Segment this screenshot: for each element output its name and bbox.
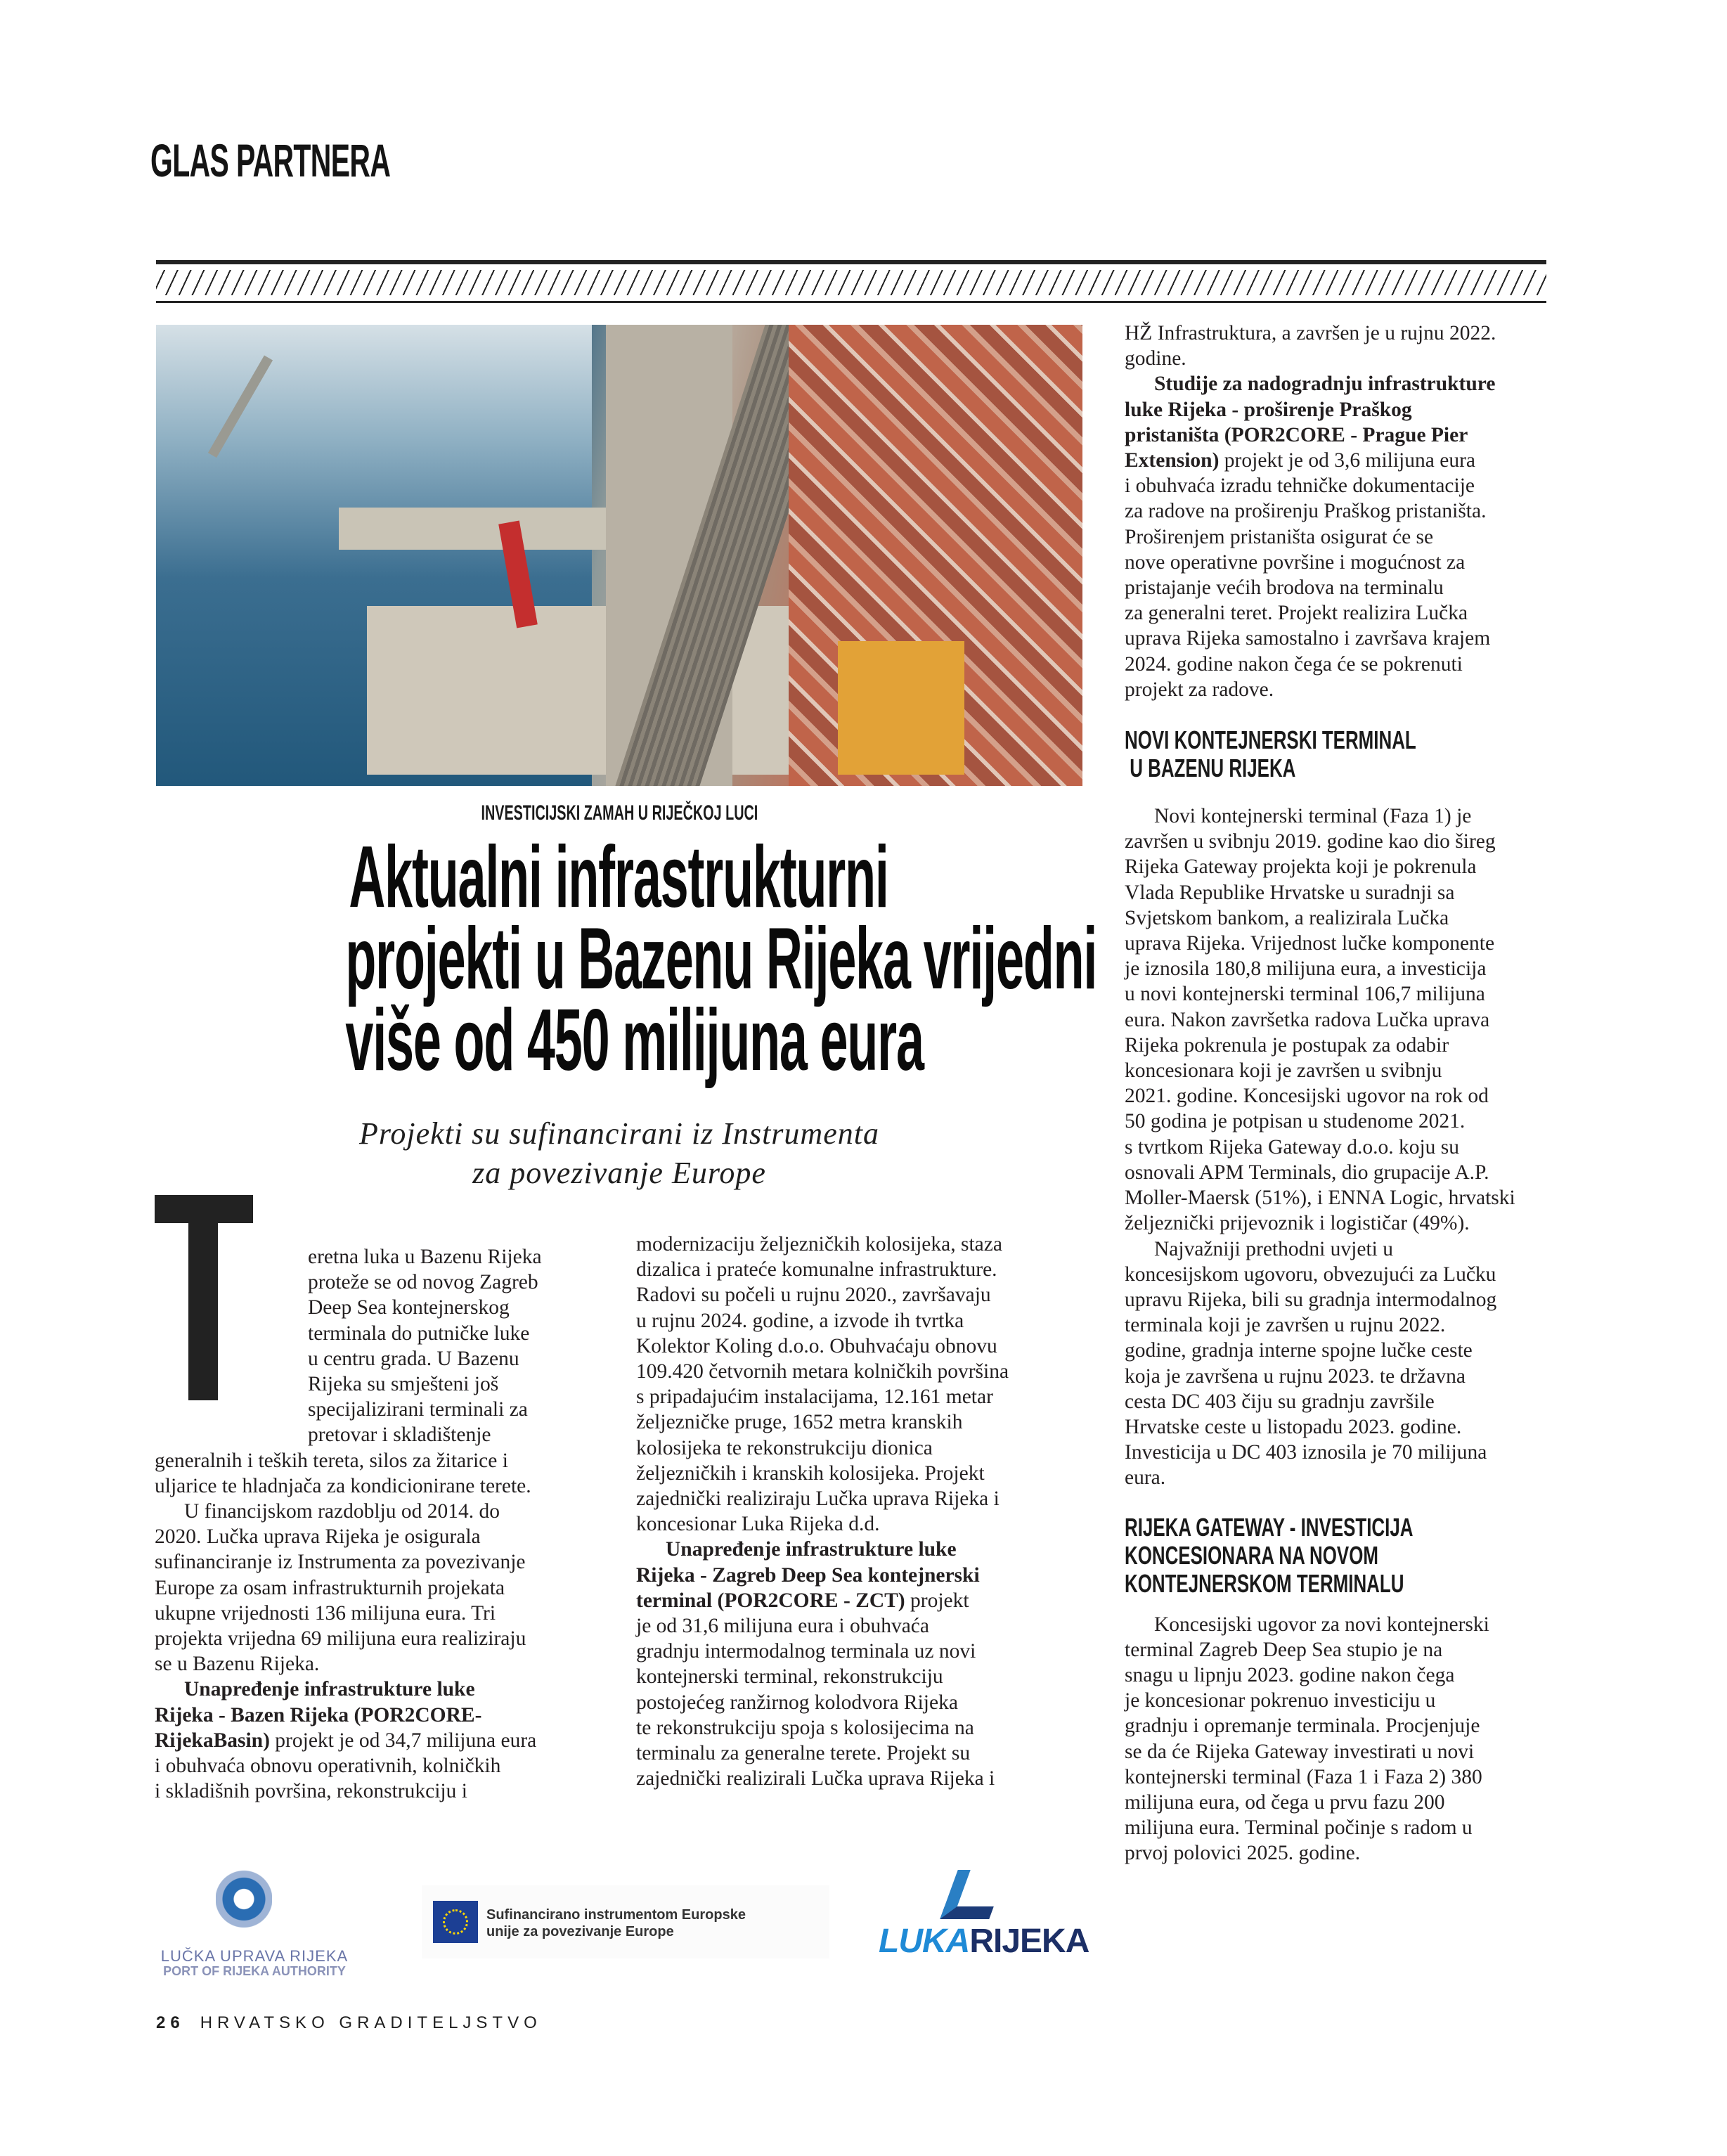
body-line: u centru grada. U Bazenu: [308, 1347, 519, 1370]
logo-text: RIJEKA: [969, 1923, 1089, 1960]
body-line: je iznosila 180,8 milijuna eura, a investicija: [1125, 957, 1487, 981]
logo-text: LUČKA UPRAVA RIJEKA: [160, 1947, 349, 1965]
body-line: se u Bazenu Rijeka.: [155, 1653, 320, 1676]
eu-flag-icon: [433, 1901, 478, 1943]
subhead-line: KONCESIONARA NA NOVOM: [1125, 1540, 1378, 1570]
body-line: [1125, 397, 1574, 422]
body-line: i obuhvaća obnovu operativnih, kolničkih: [155, 1755, 501, 1778]
body-line: pristajanje većih brodova na terminalu: [1125, 576, 1444, 600]
project-title-bold: terminal (POR2CORE - ZCT): [636, 1589, 905, 1612]
project-title-bold: RijekaBasin): [155, 1729, 270, 1752]
body-line: Svjetskom bankom, a realizirala Lučka: [1125, 906, 1449, 929]
body-line: projekt za radove.: [1125, 678, 1274, 701]
headline-line: Aktualni infrastrukturni: [349, 829, 888, 926]
body-line: željezničke pruge, 1652 metra kranskih: [636, 1411, 963, 1434]
body-line: Rijeka Gateway projekta koji je pokrenula: [1125, 856, 1477, 879]
body-line: snagu u lipnju 2023. godine nakon čega: [1125, 1663, 1455, 1686]
eu-stars-icon: [443, 1909, 468, 1935]
body-line: 2021. godine. Koncesijski ugovor na rok od: [1125, 1085, 1489, 1108]
page-footer: [156, 2013, 542, 2033]
body-line: je koncesionar pokrenuo investiciju u: [1125, 1689, 1436, 1712]
project-title-bold: pristaništa (POR2CORE - Prague Pier: [1125, 423, 1468, 446]
body-line: koja je završena u rujnu 2023. te državna: [1125, 1364, 1466, 1388]
body-line: terminalu za generalne terete. Projekt su: [636, 1742, 971, 1765]
body-line: Kolektor Koling d.o.o. Obuhvaćaju obnovu: [636, 1334, 997, 1357]
body-line: terminala koji je završen u rujnu 2022.: [1125, 1314, 1446, 1337]
body-line: zajednički realiziraju Lučka uprava Rijeka i: [636, 1487, 1000, 1511]
body-line: [636, 1563, 1093, 1588]
port-aerial-photo: [156, 325, 1082, 786]
body-line: zajednički realizirali Lučka uprava Rijeka i: [636, 1767, 995, 1790]
body-line: za radove na proširenju Praškog pristaništa.: [1125, 500, 1487, 523]
body-line: Radovi su počeli u rujnu 2020., završavaju: [636, 1284, 991, 1307]
project-title-bold: Unapređenje infrastrukture luke: [666, 1538, 957, 1561]
body-line: HŽ Infrastruktura, a završen je u rujnu 2022.: [1125, 322, 1496, 344]
body-line: uljarice te hladnjača za kondicionirane terete.: [155, 1474, 531, 1497]
subhead-line: KONTEJNERSKOM TERMINALU: [1125, 1568, 1404, 1598]
body-line: eura. Nakon završetka radova Lučka uprava: [1125, 1008, 1490, 1031]
subhead-rijeka-gateway: [1125, 1513, 1574, 1598]
headline-line: više od 450 milijuna eura: [345, 992, 924, 1089]
body-line: završen u svibnju 2019. godine kao dio šireg: [1125, 830, 1496, 853]
project-title-bold: Rijeka - Bazen Rijeka (POR2CORE-: [155, 1703, 482, 1726]
body-line: se da će Rijeka Gateway investirati u novi: [1125, 1740, 1475, 1763]
logo-text: unije za povezivanje Europe: [486, 1924, 674, 1939]
body-line: željezničkih i kranskih kolosijeka. Projekt: [636, 1461, 985, 1485]
body-line: Moller-Maersk (51%), i ENNA Logic, hrvatski: [1125, 1187, 1515, 1210]
body-line: i skladišnih površina, rekonstrukciju i: [155, 1780, 467, 1803]
body-line: s tvrtkom Rijeka Gateway d.o.o. koju su: [1125, 1135, 1460, 1158]
eu-cef-logo: [422, 1885, 829, 1958]
body-line: generalnih i teških tereta, silos za žitarice i: [155, 1449, 508, 1472]
body-line: projekta vrijedna 69 milijuna eura realiziraju: [155, 1627, 526, 1651]
section-label: GLAS PARTNERA: [150, 134, 391, 186]
photo-yellow-building: [838, 641, 964, 775]
body-line: gradnju i opremanje terminala. Procjenjuje: [1125, 1715, 1480, 1738]
project-title-bold: Extension): [1125, 449, 1220, 472]
body-text: projekt je od 3,6 milijuna eura: [1219, 449, 1475, 472]
project-title-bold: Rijeka - Zagreb Deep Sea kontejnerski: [636, 1563, 980, 1587]
headline-line: projekti u Bazenu Rijeka vrijedni: [345, 910, 1097, 1007]
luka-rijeka-wordmark: [879, 1922, 1089, 1961]
body-line: terminal Zagreb Deep Sea stupio je na: [1125, 1638, 1443, 1661]
body-line: te rekonstrukciju spoja s kolosijecima na: [636, 1716, 974, 1739]
body-line: gradnju intermodalnog terminala uz novi: [636, 1640, 976, 1663]
body-line: nove operativne površine i mogućnost za: [1125, 550, 1466, 574]
body-column-left: [155, 1244, 604, 1804]
body-line: željeznički prijevoznik i logističar (49%).: [1125, 1212, 1470, 1235]
body-line: Rijeka su smješteni još: [308, 1373, 499, 1396]
project-title-bold: Unapređenje infrastrukture luke: [184, 1678, 475, 1701]
body-line: [636, 1588, 1093, 1613]
body-line: pretovar i skladištenje: [308, 1424, 491, 1447]
body-text: projekt je od 34,7 milijuna eura: [269, 1729, 537, 1752]
body-text: projekt: [905, 1589, 969, 1612]
body-line: Investicija u DC 403 iznosila je 70 milijuna: [1125, 1441, 1487, 1464]
body-line: specijalizirani terminali za: [308, 1398, 528, 1421]
luka-rijeka-logo: [879, 1870, 1089, 1975]
subhead-line: RIJEKA GATEWAY - INVESTICIJA: [1125, 1512, 1414, 1542]
body-line: 50 godina je potpisan u studenome 2021.: [1125, 1110, 1466, 1133]
body-line: 109.420 četvornih metara kolničkih površina: [636, 1360, 1009, 1383]
article-headline: [148, 829, 1097, 1089]
logo-text: Sufinancirano instrumentom Europske: [486, 1907, 746, 1923]
body-line: postojećeg ranžirnog kolodvora Rijeka: [636, 1691, 958, 1714]
body-column-middle: [636, 1232, 1093, 1791]
subhead-line: U BAZENU RIJEKA: [1125, 754, 1296, 783]
body-line: proteže se od novog Zagreb: [308, 1271, 538, 1294]
body-line: Europe za osam infrastrukturnih projekata: [155, 1576, 505, 1599]
bottom-rule: [156, 301, 1546, 303]
body-line: 2024. godine nakon čega će se pokrenuti: [1125, 652, 1463, 676]
article-deck: [156, 1114, 1082, 1193]
photo-pier: [339, 508, 634, 550]
lucka-uprava-rijeka-logo: [156, 1864, 353, 1984]
body-line: Rijeka pokrenula je postupak za odabir: [1125, 1033, 1449, 1057]
body-line: U financijskom razdoblju od 2014. do: [184, 1500, 500, 1523]
body-line: [636, 1537, 1093, 1562]
body-column-right: [1125, 321, 1574, 1866]
body-line: koncesionar Luka Rijeka d.d.: [636, 1513, 880, 1536]
body-line: milijuna eura. Terminal počinje s radom u: [1125, 1816, 1473, 1840]
project-title-bold: luke Rijeka - proširenje Praškog: [1125, 398, 1412, 421]
body-line: Vlada Republike Hrvatske u suradnji sa: [1125, 881, 1455, 904]
body-line: eura.: [1125, 1466, 1166, 1490]
body-line: i obuhvaća izradu tehničke dokumentacije: [1125, 475, 1475, 498]
body-line: [155, 1728, 604, 1753]
body-line: Koncesijski ugovor za novi kontejnerski: [1154, 1613, 1489, 1636]
deck-line: za povezivanje Europe: [472, 1156, 766, 1190]
body-line: Hrvatske ceste u listopadu 2023. godine.: [1125, 1415, 1462, 1438]
body-line: kolosijeka te rekonstrukciju dionica: [636, 1436, 933, 1459]
subhead-line: NOVI KONTEJNERSKI TERMINAL: [1125, 725, 1416, 755]
body-line: dizalica i prateće komunalne infrastrukture.: [636, 1258, 997, 1282]
body-line: upravu Rijeka, bili su gradnja intermodalnog: [1125, 1288, 1497, 1311]
body-line: [155, 1703, 604, 1728]
body-line: milijuna eura, od čega u prvu fazu 200: [1125, 1790, 1445, 1814]
body-line: modernizaciju željezničkih kolosijeka, staza: [636, 1233, 1002, 1255]
kicker-text: INVESTICIJSKI ZAMAH U RIJEČKOJ LUCI: [481, 801, 758, 825]
body-line: sufinanciranje iz Instrumenta za povezivanje: [155, 1551, 526, 1574]
top-rule: [156, 260, 1546, 264]
body-line: [1125, 371, 1574, 396]
eu-logo-text: [486, 1906, 746, 1940]
body-line: kontejnerski terminal, rekonstrukciju: [636, 1665, 943, 1689]
body-line: cesta DC 403 čiju su gradnju završile: [1125, 1390, 1435, 1413]
port-authority-emblem-icon: [216, 1864, 272, 1942]
logo-text: PORT OF RIJEKA AUTHORITY: [163, 1964, 346, 1978]
body-line: prvoj polovici 2025. godine.: [1125, 1842, 1361, 1865]
body-line: godine.: [1125, 347, 1186, 370]
body-line: koncesionara koji je završen u svibnju: [1125, 1059, 1442, 1083]
body-line: terminala do putničke luke: [308, 1322, 530, 1345]
publication-name: HRVATSKO GRADITELJSTVO: [200, 2013, 542, 2032]
hatch-divider: [156, 270, 1546, 295]
body-line: ukupne vrijednosti 136 milijuna eura. Tri: [155, 1601, 496, 1625]
deck-line: Projekti su sufinancirani iz Instrumenta: [359, 1116, 879, 1151]
body-line: s pripadajućim instalacijama, 12.161 metar: [636, 1386, 993, 1409]
body-line: [1125, 422, 1574, 448]
page-number: 26: [156, 2013, 185, 2032]
body-line: koncesijskom ugovoru, obvezujući za Lučku: [1125, 1263, 1496, 1286]
body-line: je od 31,6 milijuna eura i obuhvaća: [636, 1615, 929, 1638]
body-line: uprava Rijeka. Vrijednost lučke komponente: [1125, 932, 1495, 955]
body-line: kontejnerski terminal (Faza 1 i Faza 2) 380: [1125, 1765, 1482, 1788]
body-line: Novi kontejnerski terminal (Faza 1) je: [1154, 805, 1472, 828]
body-line: godine, gradnja interne spojne lučke ceste: [1125, 1339, 1473, 1362]
body-line: eretna luka u Bazenu Rijeka: [308, 1246, 542, 1268]
body-line: u rujnu 2024. godine, a izvode ih tvrtka: [636, 1309, 964, 1332]
logo-text: LUKA: [879, 1923, 970, 1960]
body-line: osnovali APM Terminals, dio grupacije A.P.: [1125, 1161, 1489, 1184]
body-line: Deep Sea kontejnerskog: [308, 1296, 510, 1319]
body-line: za generalni teret. Projekt realizira Lučka: [1125, 602, 1468, 625]
subhead-novi-kontejnerski-terminal: [1125, 726, 1574, 782]
project-title-bold: Studije za nadogradnju infrastrukture: [1154, 373, 1496, 396]
body-line: uprava Rijeka samostalno i završava krajem: [1125, 627, 1491, 650]
luka-rijeka-mark-icon: [940, 1870, 1007, 1919]
body-line: 2020. Lučka uprava Rijeka je osigurala: [155, 1525, 481, 1549]
body-line: u novi kontejnerski terminal 106,7 milijuna: [1125, 983, 1485, 1006]
body-line: Proširenjem pristaništa osigurat će se: [1125, 525, 1434, 548]
body-line: [155, 1677, 604, 1702]
body-line: Najvažniji prethodni uvjeti u: [1154, 1237, 1393, 1260]
article-kicker: [156, 801, 1082, 825]
body-line: [1125, 448, 1574, 473]
